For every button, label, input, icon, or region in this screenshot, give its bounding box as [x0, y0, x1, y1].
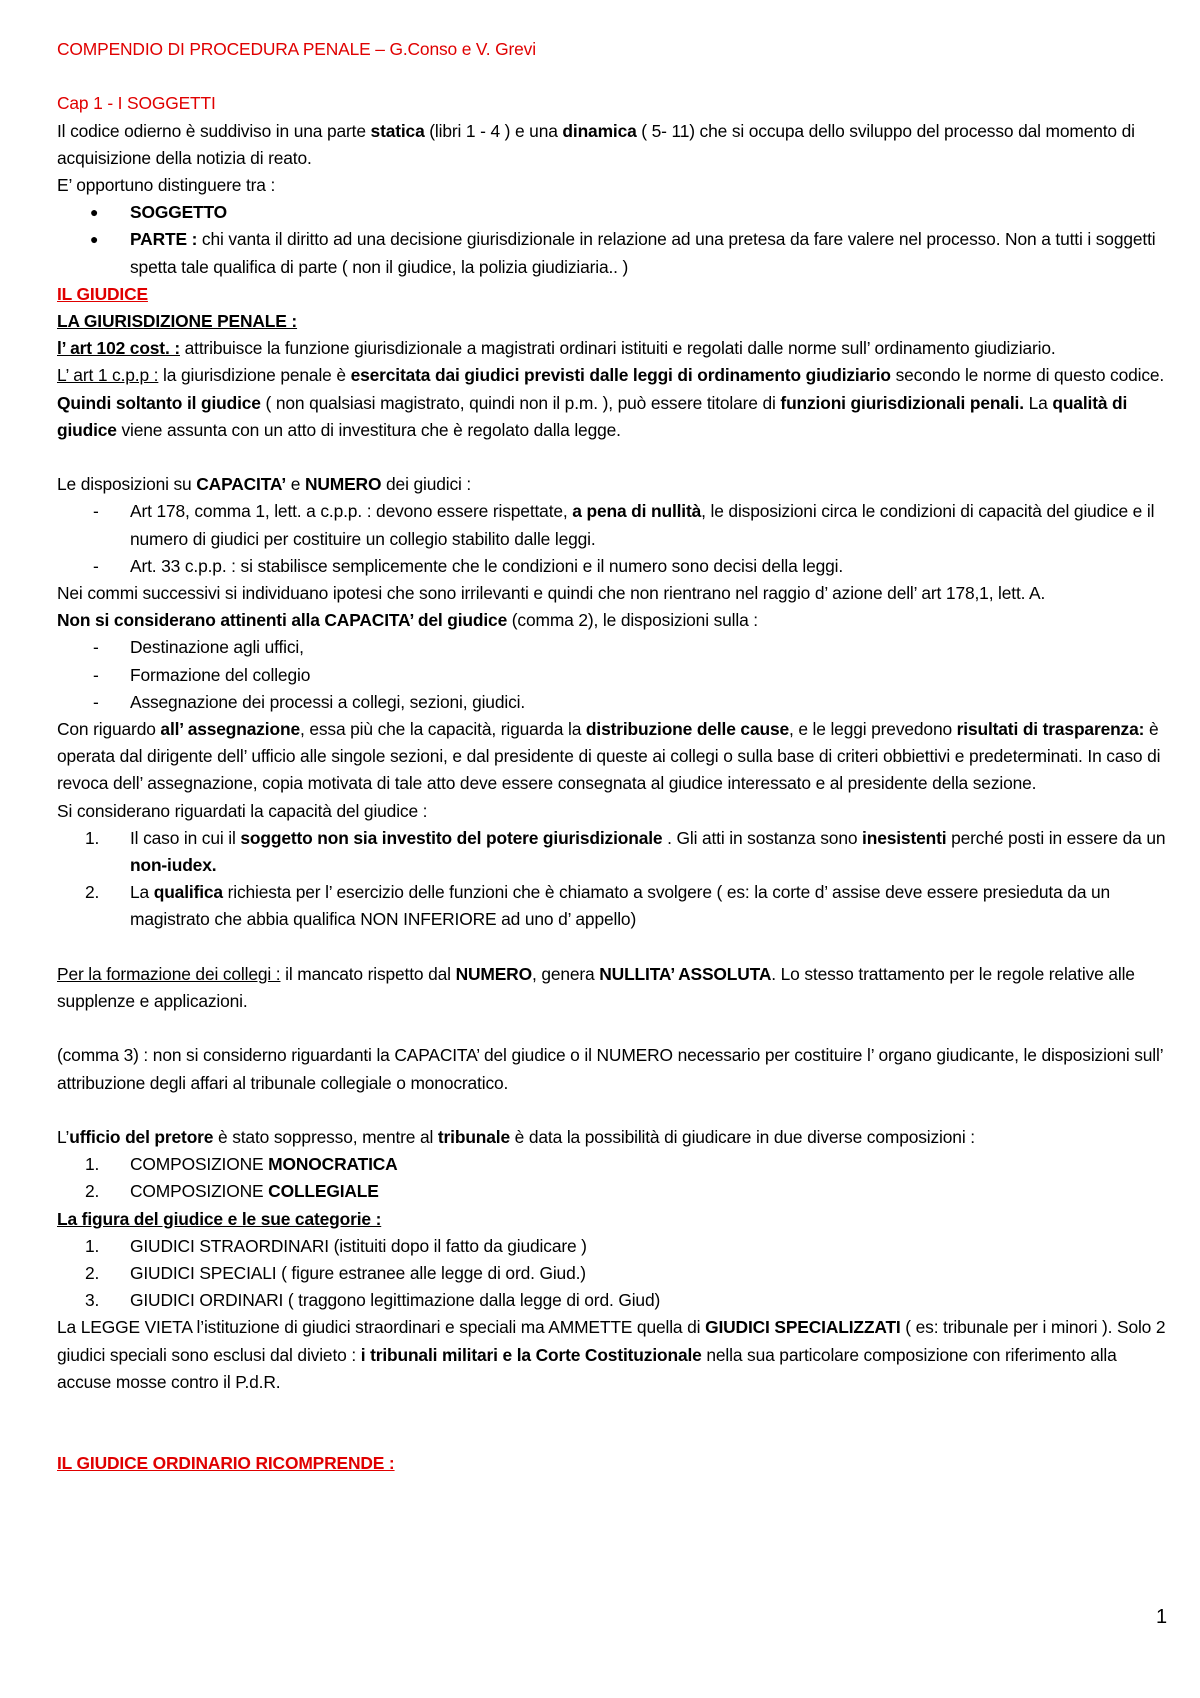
text-run: , le disposizioni circa le condizioni di capacità del giudice e il numero di giudici per costituire un collegio stabilito dalle leggi. — [130, 501, 1155, 549]
text-run: nella sua particolare composizione con riferimento alla accuse mosse contro il P.d.R. — [57, 1344, 1117, 1392]
dash-list — [57, 498, 1167, 580]
text-run: Destinazione agli uffici, — [130, 637, 304, 658]
text-run: ( es: tribunale per i minori ). Solo 2 giudici speciali sono esclusi dal divieto : — [57, 1317, 1166, 1365]
bullet-icon: ● — [90, 231, 99, 248]
text-run: è stato soppresso, mentre al — [213, 1127, 438, 1148]
riguardo-paragraph — [57, 716, 1167, 798]
comma3-paragraph: (comma 3) : non si considerno riguardanti la CAPACITA’ del giudice o il NUMERO necessario per costituire l’ organo giudicante, le disposizioni sull’ attribuzione degli affari al tribunale collegiale o monocratico. — [57, 1045, 1163, 1093]
dash-list — [57, 634, 1167, 716]
text-run: L’ — [57, 1127, 70, 1148]
text-run: secondo le norme di questo codice. — [890, 365, 1165, 386]
text-run: Le disposizioni su — [57, 474, 197, 495]
list-item — [57, 226, 1167, 280]
text-run: COMPOSIZIONE — [130, 1181, 269, 1202]
text-run: (libri 1 - 4 ) e una — [424, 120, 563, 141]
list-item — [57, 1178, 1167, 1205]
numbered-list — [57, 825, 1167, 934]
chapter-intro-paragraph — [57, 118, 1167, 172]
underlined-run: L’ art 1 c.p.p : — [57, 365, 159, 386]
list-item — [57, 553, 1167, 580]
list-number: 1. — [85, 1235, 100, 1256]
distinguish-paragraph: E’ opportuno distinguere tra : — [57, 175, 276, 195]
text-run: . Lo stesso trattamento per le regole relative alle supplenze e applicazioni. — [57, 963, 1135, 1012]
bold-run: PARTE : — [130, 229, 198, 250]
bold-run: all’ assegnazione — [160, 719, 300, 740]
bold-run: CAPACITA’ — [196, 474, 287, 495]
text-run: chi vanta il diritto ad una decisione giurisdizionale in relazione ad una pretesa da fare valere nel processo. Non a tutti i soggetti spetta tale qualifica di parte ( non il giudice, la polizia giudiziaria.. ) — [130, 229, 1156, 277]
text-run: ( non qualsiasi magistrato, quindi non il p.m. ), può essere titolare di — [260, 392, 781, 413]
bold-run: NUMERO — [304, 474, 382, 495]
text-run: , genera — [531, 963, 600, 984]
list-number: 1. — [85, 1154, 100, 1175]
section-heading-ordinario: IL GIUDICE ORDINARIO RICOMPRENDE : — [57, 1453, 395, 1474]
bullet-list — [57, 199, 1167, 281]
text-run: e — [286, 474, 305, 495]
text-run: GIUDICI STRAORDINARI (istituiti dopo il fatto da giudicare ) — [130, 1235, 587, 1256]
text-run: La LEGGE VIETA l’istituzione di giudici straordinari e speciali ma AMMETTE quella di — [57, 1317, 706, 1338]
blank-line — [57, 1396, 1167, 1450]
text-run: Formazione del collegio — [130, 664, 311, 685]
non-attinenti-paragraph — [57, 607, 1167, 634]
text-run: GIUDICI ORDINARI ( traggono legittimazione dalla legge di ord. Giud) — [130, 1290, 661, 1311]
blank-line — [57, 1015, 1167, 1042]
text-run: , e le leggi prevedono — [788, 719, 957, 740]
bold-run: a pena di nullità — [572, 501, 702, 522]
pretore-paragraph — [57, 1124, 1167, 1151]
bold-run: NULLITA’ ASSOLUTA — [599, 963, 772, 984]
list-number: 3. — [85, 1290, 100, 1311]
chapter-title: Cap 1 - I SOGGETTI — [57, 93, 216, 114]
text-run: richiesta per l’ esercizio delle funzioni che è chiamato a svolgere ( es: la corte d’ assise deve essere presieduta da un magistrato che abbia qualifica NON INFERIORE ad uno d’ appello) — [130, 882, 1111, 930]
text-run: è data la possibilità di giudicare in due diverse composizioni : — [510, 1127, 975, 1148]
text-run: Art. 33 c.p.p. : si stabilisce semplicemente che le condizioni e il numero sono decisi della leggi. — [130, 555, 844, 576]
text-run: GIUDICI SPECIALI ( figure estranee alle legge di ord. Giud.) — [130, 1263, 586, 1284]
bold-run: Non si considerano attinenti alla CAPACITA’ del giudice — [57, 610, 508, 631]
numbered-list — [57, 1151, 1167, 1205]
figura-heading: La figura del giudice e le sue categorie : — [57, 1208, 382, 1229]
bullet-icon: ● — [90, 204, 99, 221]
text-run: . Gli atti in sostanza sono — [662, 827, 863, 848]
text-run: viene assunta con un atto di investitura che è regolato dalla legge. — [116, 419, 621, 440]
subsection-heading-giurisdizione: LA GIURISDIZIONE PENALE : — [57, 311, 298, 332]
bold-run: MONOCRATICA — [268, 1154, 398, 1175]
text-run: Il caso in cui il — [130, 827, 241, 848]
list-number: 1. — [85, 827, 100, 848]
bold-run: l’ art 102 cost. : — [57, 338, 180, 359]
list-item — [57, 1151, 1167, 1178]
dash-icon: - — [93, 637, 99, 658]
text-run: è operata dal dirigente dell’ ufficio alle singole sezioni, e dal presidente di queste ai collegi o sulla base di criteri obbiettivi e predeterminati. In caso di revoca dell’ assegnazione, copia motivata di tale atto deve essere consegnata al giudice interessato e al presidente della sezione. — [57, 719, 1161, 794]
bold-run: ufficio del pretore — [69, 1127, 214, 1148]
text-run: il mancato rispetto dal — [280, 963, 456, 984]
bold-run: qualità di giudice — [57, 392, 1128, 440]
bold-run: soggetto non sia investito del potere giurisdizionale — [240, 827, 663, 848]
commi-paragraph: Nei commi successivi si individuano ipotesi che sono irrilevanti e quindi che non rientrano nel raggio d’ azione dell’ art 178,1, lett. A. — [57, 583, 1046, 604]
text-run: COMPOSIZIONE — [130, 1154, 269, 1175]
legge-paragraph — [57, 1314, 1167, 1396]
bold-run: esercitata dai giudici previsti dalle leggi di ordinamento giudiziario — [350, 365, 891, 386]
bold-run: NUMERO — [455, 963, 532, 984]
bold-run: Quindi soltanto il giudice — [57, 392, 261, 413]
text-run: (comma 2), le disposizioni sulla : — [507, 610, 758, 631]
text-run: la giurisdizione penale è — [158, 365, 351, 386]
quindi-paragraph — [57, 390, 1167, 444]
list-item — [57, 689, 1167, 716]
section-heading-giudice: IL GIUDICE — [57, 283, 148, 304]
page-number: 1 — [1156, 1606, 1168, 1628]
blank-line — [57, 1097, 1167, 1124]
bold-run: dinamica — [562, 120, 637, 141]
numbered-list — [57, 1233, 1167, 1315]
list-item — [57, 634, 1167, 661]
text-run: La — [130, 882, 154, 903]
bold-run: i tribunali militari e la Corte Costituzionale — [360, 1344, 702, 1365]
bold-run: statica — [370, 120, 425, 141]
text-run: , essa più che la capacità, riguarda la — [299, 719, 586, 740]
text-run: Con riguardo — [57, 719, 161, 740]
bold-run: GIUDICI SPECIALIZZATI — [705, 1317, 901, 1338]
list-item — [57, 662, 1167, 689]
text-run: perché posti in essere da un — [946, 827, 1166, 848]
blank-line — [57, 934, 1167, 961]
text-run: ( 5- 11) che si occupa dello sviluppo del processo dal momento di acquisizione della notizia di reato. — [57, 120, 1135, 168]
underlined-run: Per la formazione dei collegi : — [57, 963, 281, 984]
list-item — [57, 498, 1167, 552]
bold-run: COLLEGIALE — [268, 1181, 379, 1202]
text-run: dei giudici : — [381, 474, 472, 495]
bold-run: tribunale — [437, 1127, 510, 1148]
collegi-paragraph — [57, 961, 1167, 1015]
dash-icon: - — [93, 664, 99, 685]
bold-run: inesistenti — [862, 827, 947, 848]
capacita-intro-paragraph — [57, 471, 1167, 498]
document-title: COMPENDIO DI PROCEDURA PENALE – G.Conso e V. Grevi — [57, 39, 536, 59]
list-item — [57, 199, 1167, 226]
dash-icon: - — [93, 555, 99, 576]
art1-paragraph — [57, 362, 1167, 389]
text-run: La — [1023, 392, 1053, 413]
dash-icon: - — [93, 691, 99, 712]
list-item — [57, 1287, 1167, 1314]
bold-run: funzioni giurisdizionali penali. — [780, 392, 1024, 413]
art102-paragraph — [57, 335, 1167, 362]
si-considerano-paragraph: Si considerano riguardati la capacità del giudice : — [57, 800, 428, 821]
text-run: Art 178, comma 1, lett. a c.p.p. : devono essere rispettate, — [130, 501, 573, 522]
text-run: Assegnazione dei processi a collegi, sezioni, giudici. — [130, 691, 526, 712]
dash-icon: - — [93, 501, 99, 522]
document-page — [57, 36, 1167, 1478]
list-number: 2. — [85, 1263, 100, 1284]
text-run: Il codice odierno è suddiviso in una parte — [57, 120, 371, 141]
bold-run: distribuzione delle cause — [585, 719, 789, 740]
bold-run: non-iudex. — [130, 855, 217, 876]
list-number: 2. — [85, 882, 100, 903]
list-item — [57, 879, 1167, 933]
bold-run: qualifica — [153, 882, 223, 903]
list-item — [57, 1260, 1167, 1287]
list-item — [57, 1233, 1167, 1260]
list-number: 2. — [85, 1181, 100, 1202]
list-item — [57, 825, 1167, 879]
text-run: attribuisce la funzione giurisdizionale a magistrati ordinari istituiti e regolati dalle norme sull’ ordinamento giudiziario. — [179, 338, 1056, 359]
bold-run: SOGGETTO — [130, 202, 228, 223]
bold-run: risultati di trasparenza: — [956, 719, 1145, 740]
blank-line — [57, 444, 1167, 471]
